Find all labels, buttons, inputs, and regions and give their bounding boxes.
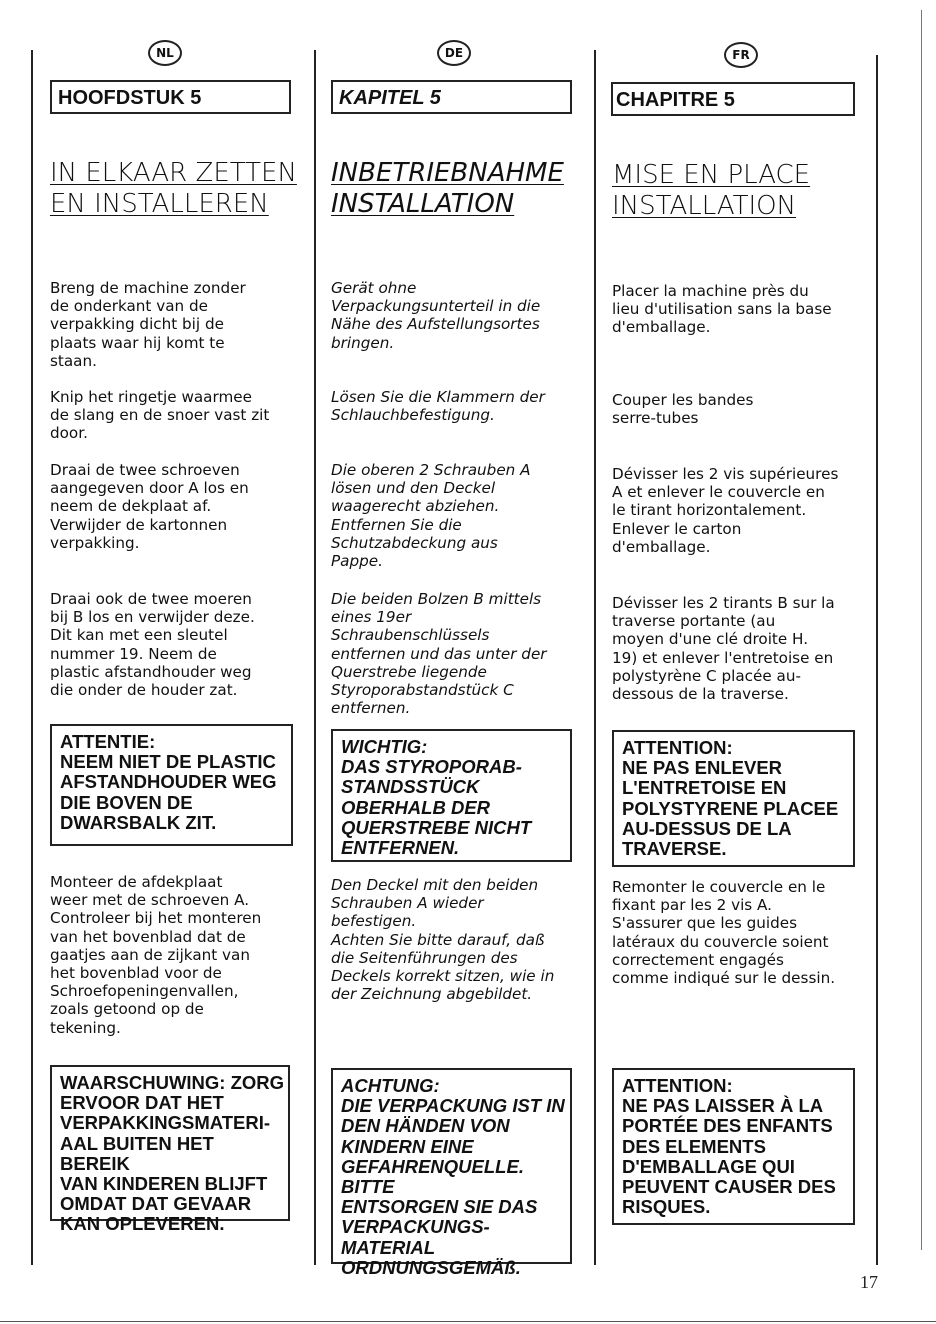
paragraph-nl-5: Monteer de afdekplaat weer met de schroeven A. Controleer bij het monteren van het bovenblad dat de gaatjes aan de zijkant van het bovenblad voor de Schroefopeningenvallen, zoals getoond op de tekening. [50,873,262,1037]
warning-box-nl-1 [50,724,293,846]
warning-text-de-1: WICHTIG: DAS STYROPORAB- STANDSSTÜCK OBERHALB DER QUERSTREBE NICHT ENTFERNEN. [341,736,532,859]
paragraph-fr-3: Dévisser les 2 vis supérieures A et enlever le couvercle en le tirant horizontalement. Enlever le carton d'emballage. [612,465,839,556]
paragraph-nl-4: Draai ook de twee moeren bij B los en verwijder deze. Dit kan met een sleutel nummer 19. Neem de plastic afstandhouder weg die onder de houder zat. [50,590,255,700]
warning-box-de-1 [331,729,572,862]
page-number: 17 [860,1272,878,1292]
column-rule-center-right [594,50,596,1265]
warning-box-fr-2 [612,1068,855,1225]
chapter-heading-nl: HOOFDSTUK 5 [50,80,291,114]
page-edge-rule [921,10,922,1250]
section-title-fr: MISE EN PLACE INSTALLATION [612,160,811,221]
paragraph-fr-5: Remonter le couvercle en le fixant par les 2 vis A. S'assurer que les guides latéraux du couvercle soient correctement engagés comme indiqué sur le dessin. [612,878,836,988]
section-title-de: INBETRIEBNAHME INSTALLATION [331,158,564,219]
language-badge-de: DE [437,40,471,66]
paragraph-de-3: Die oberen 2 Schrauben A lösen und den Deckel waagerecht abziehen. Entfernen Sie die Schutzabdeckung aus Pappe. [331,461,531,571]
paragraph-fr-2: Couper les bandes serre-tubes [612,391,754,428]
paragraph-nl-3: Draai de twee schroeven aangegeven door A los en neem de dekplaat af. Verwijder de kartonnen verpakking. [50,461,249,552]
column-rule-right [876,55,878,1265]
warning-text-fr-2: ATTENTION: NE PAS LAISSER À LA PORTÉE DES ENFANTS DES ELEMENTS D'EMBALLAGE QUI PEUVENT CAUSER DES RISQUES. [622,1075,836,1218]
warning-box-fr-1 [612,730,855,867]
paragraph-fr-1: Placer la machine près du lieu d'utilisation sans la base d'emballage. [612,282,832,337]
warning-box-de-2 [331,1068,572,1278]
section-title-nl: IN ELKAAR ZETTEN EN INSTALLEREN [50,158,297,219]
paragraph-de-5: Den Deckel mit den beiden Schrauben A wieder befestigen. Achten Sie bitte darauf, daß die Seitenführungen des Deckels korrekt sitzen, wie in der Zeichnung abgebildet. [331,876,555,1004]
chapter-heading-de: KAPITEL 5 [331,80,572,114]
paragraph-de-4: Die beiden Bolzen B mittels eines 19er Schraubenschlüssels entfernen und das unter der Querstrebe liegende Styroporabstandstück C entfernen. [331,590,547,718]
warning-text-nl-1: ATTENTIE: NEEM NIET DE PLASTIC AFSTANDHOUDER WEG DIE BOVEN DE DWARSBALK ZIT. [60,731,277,833]
bottom-edge-rule [0,1321,936,1322]
column-rule-center-left [314,50,316,1265]
paragraph-nl-1: Breng de machine zonder de onderkant van de verpakking dicht bij de plaats waar hij komt te staan. [50,279,246,370]
chapter-heading-fr: CHAPITRE 5 [611,82,855,116]
language-badge-nl: NL [148,40,182,66]
warning-text-nl-2: WAARSCHUWING: ZORG ERVOOR DAT HET VERPAKKINGSMATERI- AAL BUITEN HET BEREIK VAN KINDEREN BLIJFT OMDAT DAT GEVAAR KAN OPLEVEREN. [60,1072,285,1235]
paragraph-de-1: Gerät ohne Verpackungsunterteil in die Nähe des Aufstellungsortes bringen. [331,279,541,352]
paragraph-nl-2: Knip het ringetje waarmee de slang en de snoer vast zit door. [50,388,270,443]
warning-box-nl-2 [50,1065,290,1235]
paragraph-fr-4: Dévisser les 2 tirants B sur la traverse portante (au moyen d'une clé droite H. 19) et enlever l'entretoise en polystyrène C placée au- dessous de la traverse. [612,594,835,704]
warning-text-de-2: ACHTUNG: DIE VERPACKUNG IST IN DEN HÄNDEN VON KINDERN EINE GEFAHRENQUELLE. BITTE ENTSORGEN SIE DAS VERPACKUNGS- MATERIAL ORDNUNGSGEMÄß. [341,1075,565,1278]
language-badge-fr: FR [724,42,758,68]
paragraph-de-2: Lösen Sie die Klammern der Schlauchbefestigung. [331,388,545,425]
column-rule-left [31,50,33,1265]
warning-text-fr-1: ATTENTION: NE PAS ENLEVER L'ENTRETOISE EN POLYSTYRENE PLACEE AU-DESSUS DE LA TRAVERSE. [622,737,839,860]
